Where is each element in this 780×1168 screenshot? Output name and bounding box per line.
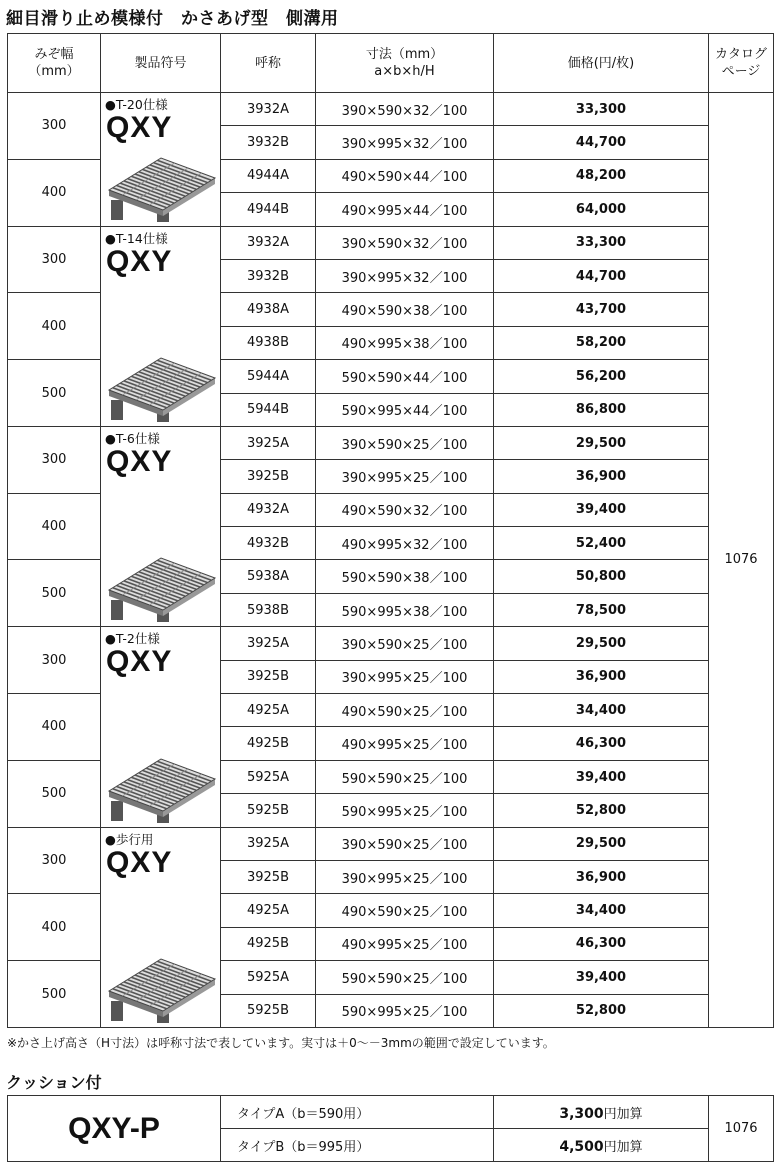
width-cell: 300 [8,426,101,493]
code-cell: 3925A [221,827,316,860]
code-cell: 4932A [221,493,316,526]
spec-label: ●T-14仕様 [105,230,168,246]
grating-image [105,350,217,422]
code-cell: 3925A [221,627,316,660]
header-product: 製品符号 [101,34,221,93]
product-cell [101,226,221,426]
code-cell: 3932A [221,226,316,259]
product-code: QXY [106,244,173,278]
code-cell: 4938B [221,326,316,359]
price-cell: 48,200 [494,159,709,192]
size-cell: 590×995×25／100 [316,794,494,827]
table-row [8,93,774,126]
header-code: 呼称 [221,34,316,93]
cushion-price: 3,300円加算 [494,1096,709,1129]
cushion-type: タイプB（b＝995用） [221,1129,494,1162]
size-cell: 590×995×38／100 [316,593,494,626]
header-size: 寸法（mm） a×b×h/H [316,34,494,93]
price-cell: 78,500 [494,593,709,626]
width-cell: 400 [8,293,101,360]
width-cell: 300 [8,93,101,160]
width-cell: 500 [8,961,101,1028]
code-cell: 5925B [221,994,316,1027]
size-cell: 390×590×32／100 [316,226,494,259]
size-cell: 390×995×25／100 [316,460,494,493]
size-cell: 390×995×32／100 [316,126,494,159]
page-title: 細目滑り止め模様付 かさあげ型 側溝用 [6,9,339,29]
size-cell: 490×590×32／100 [316,493,494,526]
spec-label: ●T-2仕様 [105,631,160,647]
price-cell: 64,000 [494,193,709,226]
product-code: QXY [106,444,173,478]
size-cell: 490×590×44／100 [316,159,494,192]
product-code: QXY [106,111,173,144]
header-price: 価格(円/枚) [494,34,709,93]
size-cell: 590×995×25／100 [316,994,494,1027]
width-cell: 500 [8,360,101,427]
code-cell: 5938A [221,560,316,593]
price-cell: 39,400 [494,493,709,526]
size-cell: 490×590×38／100 [316,293,494,326]
table-row [8,226,774,259]
price-cell: 86,800 [494,393,709,426]
size-cell: 390×995×25／100 [316,660,494,693]
cushion-product-name: QXY-P [8,1096,221,1162]
code-cell: 3925B [221,860,316,893]
grating-image [105,951,217,1023]
cushion-row [8,1096,774,1129]
code-cell: 4932B [221,527,316,560]
price-cell: 34,400 [494,894,709,927]
grating-image [105,751,217,823]
spec-label: ●T-6仕様 [105,430,160,446]
size-cell: 490×590×25／100 [316,694,494,727]
product-cell [101,93,221,227]
table-row [8,827,774,860]
size-cell: 490×590×25／100 [316,894,494,927]
code-cell: 4944A [221,159,316,192]
price-cell: 33,300 [494,93,709,126]
width-cell: 400 [8,493,101,560]
size-cell: 490×995×25／100 [316,927,494,960]
size-cell: 490×995×44／100 [316,193,494,226]
product-cell [101,827,221,1027]
cushion-type: タイプA（b＝590用） [221,1096,494,1129]
catalog-page-cell: 1076 [709,93,774,1028]
size-cell: 490×995×25／100 [316,727,494,760]
header-catalog: カタログ ページ [709,34,774,93]
code-cell: 5944B [221,393,316,426]
code-cell: 5925B [221,794,316,827]
size-cell: 390×590×25／100 [316,827,494,860]
cushion-table [7,1095,774,1162]
size-cell: 590×590×25／100 [316,760,494,793]
cushion-section-title: クッション付 [6,1073,102,1092]
price-cell: 56,200 [494,360,709,393]
price-cell: 39,400 [494,760,709,793]
code-cell: 4925A [221,694,316,727]
size-cell: 390×590×25／100 [316,627,494,660]
price-cell: 34,400 [494,694,709,727]
spec-label: ●T-20仕様 [105,97,168,112]
table-row [8,426,774,459]
cushion-catalog-page: 1076 [709,1096,774,1162]
price-cell: 36,900 [494,860,709,893]
size-cell: 390×995×32／100 [316,259,494,292]
footnote: ※かさ上げ高さ（H寸法）は呼称寸法で表しています。実寸は＋0〜－3mmの範囲で設定しています。 [7,1036,555,1050]
code-cell: 5944A [221,360,316,393]
code-cell: 3932A [221,93,316,126]
code-cell: 4944B [221,193,316,226]
price-cell: 33,300 [494,226,709,259]
spec-label: ●歩行用 [105,831,154,847]
size-cell: 590×590×44／100 [316,360,494,393]
size-cell: 390×590×32／100 [316,93,494,126]
width-cell: 500 [8,560,101,627]
price-cell: 44,700 [494,259,709,292]
price-cell: 52,400 [494,527,709,560]
price-cell: 52,800 [494,794,709,827]
product-code: QXY [106,845,173,879]
price-cell: 29,500 [494,627,709,660]
cushion-price: 4,500円加算 [494,1129,709,1162]
code-cell: 3932B [221,126,316,159]
price-table [7,33,774,1028]
width-cell: 400 [8,694,101,761]
size-cell: 590×590×38／100 [316,560,494,593]
code-cell: 3925A [221,426,316,459]
price-cell: 44,700 [494,126,709,159]
price-cell: 50,800 [494,560,709,593]
size-cell: 490×995×38／100 [316,326,494,359]
code-cell: 4925B [221,727,316,760]
code-cell: 3925B [221,460,316,493]
width-cell: 500 [8,760,101,827]
width-cell: 300 [8,827,101,894]
width-cell: 300 [8,627,101,694]
size-cell: 390×590×25／100 [316,426,494,459]
width-cell: 400 [8,159,101,226]
code-cell: 5925A [221,961,316,994]
size-cell: 590×590×25／100 [316,961,494,994]
code-cell: 4925A [221,894,316,927]
code-cell: 4925B [221,927,316,960]
size-cell: 490×995×32／100 [316,527,494,560]
product-code: QXY [106,645,173,679]
price-cell: 43,700 [494,293,709,326]
size-cell: 390×995×25／100 [316,860,494,893]
price-cell: 39,400 [494,961,709,994]
product-cell [101,627,221,827]
product-cell [101,426,221,626]
header-width: みぞ幅 （mm） [8,34,101,93]
price-table-body [8,93,774,1028]
grating-image [105,550,217,622]
price-cell: 46,300 [494,727,709,760]
code-cell: 5925A [221,760,316,793]
code-cell: 5938B [221,593,316,626]
table-row [8,627,774,660]
size-cell: 590×995×44／100 [316,393,494,426]
code-cell: 3925B [221,660,316,693]
price-cell: 46,300 [494,927,709,960]
grating-image [105,150,217,222]
width-cell: 400 [8,894,101,961]
price-cell: 29,500 [494,426,709,459]
price-cell: 36,900 [494,460,709,493]
code-cell: 3932B [221,259,316,292]
code-cell: 4938A [221,293,316,326]
price-cell: 36,900 [494,660,709,693]
price-cell: 29,500 [494,827,709,860]
price-cell: 58,200 [494,326,709,359]
width-cell: 300 [8,226,101,293]
price-cell: 52,800 [494,994,709,1027]
